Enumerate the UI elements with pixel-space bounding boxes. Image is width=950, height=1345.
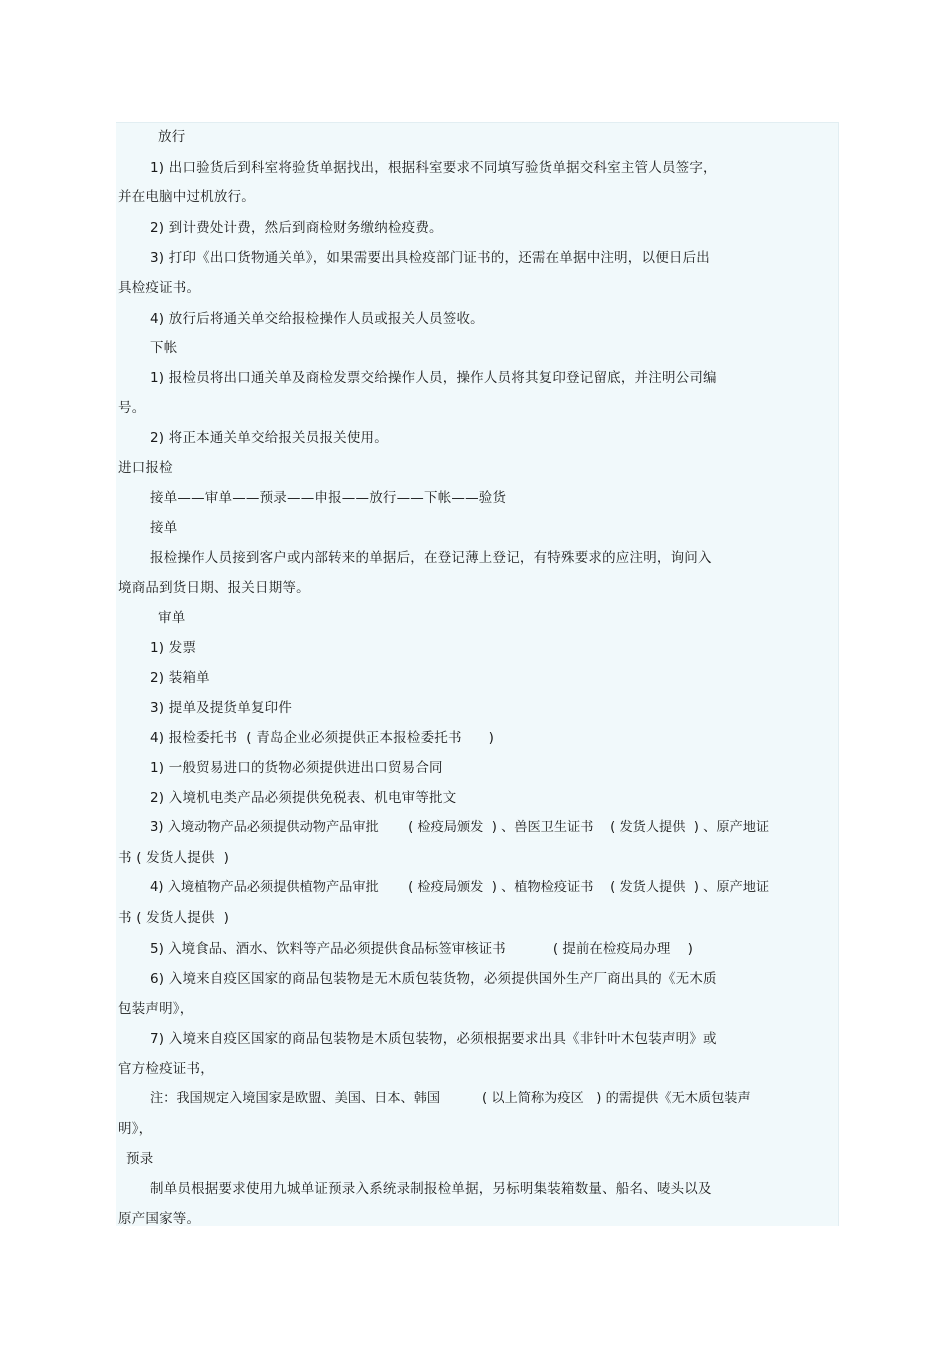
paragraph-line: 并在电脑中过机放行。 bbox=[118, 189, 255, 205]
paragraph-line: 3) 打印《出口货物通关单》，如果需要出具检疫部门证书的，还需在单据中注明，以便日后出 bbox=[150, 250, 710, 266]
list-item: 3) 入境动物产品必须提供动物产品审批 ( 检疫局颁发 ) 、兽医卫生证书 ( 发货人提供 ) 、原产地证 bbox=[150, 820, 770, 835]
paragraph-line: 1) 报检员将出口通关单及商检发票交给操作人员，操作人员将其复印登记留底，并注明公司编 bbox=[150, 370, 717, 386]
paragraph-line: 2) 到计费处计费，然后到商检财务缴纳检疫费。 bbox=[150, 220, 443, 236]
list-item-continuation: 书 ( 发货人提供 ) bbox=[118, 850, 230, 866]
section-heading-pre-entry: 预录 bbox=[126, 1151, 154, 1167]
paragraph-line: 1) 出口验货后到科室将验货单据找出，根据科室要求不同填写验货单据交科室主管人员签字， bbox=[150, 160, 717, 176]
paragraph-line: 制单员根据要求使用九城单证预录入系统录制报检单据，另标明集装箱数量、船名、唛头以及 bbox=[150, 1181, 712, 1197]
list-item: 5) 入境食品、酒水、饮料等产品必须提供食品标签审核证书 ( 提前在检疫局办理 ) bbox=[150, 941, 693, 957]
section-heading-review: 审单 bbox=[158, 610, 186, 626]
note-continuation: 明》， bbox=[118, 1121, 153, 1137]
list-item-continuation: 书 ( 发货人提供 ) bbox=[118, 910, 230, 926]
section-heading-receive-order: 接单 bbox=[150, 520, 178, 536]
list-item: 1) 发票 bbox=[150, 640, 197, 656]
note: 注：我国规定入境国家是欧盟、美国、日本、韩国 ( 以上简称为疫区 ) 的需提供《无木质包装声 bbox=[150, 1091, 751, 1106]
paragraph-line: 2) 将正本通关单交给报关员报关使用。 bbox=[150, 430, 388, 446]
paragraph-line: 4) 放行后将通关单交给报检操作人员或报关人员签收。 bbox=[150, 311, 484, 327]
list-item: 7) 入境来自疫区国家的商品包装物是木质包装物，必须根据要求出具《非针叶木包装声明》或 bbox=[150, 1031, 717, 1047]
list-item: 2) 装箱单 bbox=[150, 670, 210, 686]
list-item: 3) 提单及提货单复印件 bbox=[150, 700, 293, 716]
section-heading-import-inspection: 进口报检 bbox=[118, 460, 173, 476]
paragraph-line: 报检操作人员接到客户或内部转来的单据后，在登记薄上登记，有特殊要求的应注明，询问入 bbox=[150, 550, 712, 566]
document-panel bbox=[116, 122, 839, 1226]
list-item: 4) 入境植物产品必须提供植物产品审批 ( 检疫局颁发 ) 、植物检疫证书 ( 发货人提供 ) 、原产地证 bbox=[150, 880, 770, 895]
list-item: 6) 入境来自疫区国家的商品包装物是无木质包装货物，必须提供国外生产厂商出具的《无木质 bbox=[150, 971, 717, 987]
section-heading-write-off: 下帐 bbox=[150, 340, 178, 356]
paragraph-line: 具检疫证书。 bbox=[118, 280, 201, 296]
process-flow: 接单——审单——预录——申报——放行——下帐——验货 bbox=[150, 490, 507, 506]
list-item: 1) 一般贸易进口的货物必须提供进出口贸易合同 bbox=[150, 760, 443, 776]
list-item: 2) 入境机电类产品必须提供免税表、机电审等批文 bbox=[150, 790, 457, 806]
paragraph-line: 号。 bbox=[118, 400, 146, 416]
list-item-continuation: 官方检疫证书， bbox=[118, 1061, 214, 1077]
paragraph-line: 原产国家等。 bbox=[118, 1211, 201, 1227]
list-item: 4) 报检委托书 ( 青岛企业必须提供正本报检委托书 ) bbox=[150, 730, 495, 746]
paragraph-line: 境商品到货日期、报关日期等。 bbox=[118, 580, 310, 596]
list-item-continuation: 包装声明》， bbox=[118, 1001, 194, 1017]
section-heading-release: 放行 bbox=[158, 129, 186, 145]
